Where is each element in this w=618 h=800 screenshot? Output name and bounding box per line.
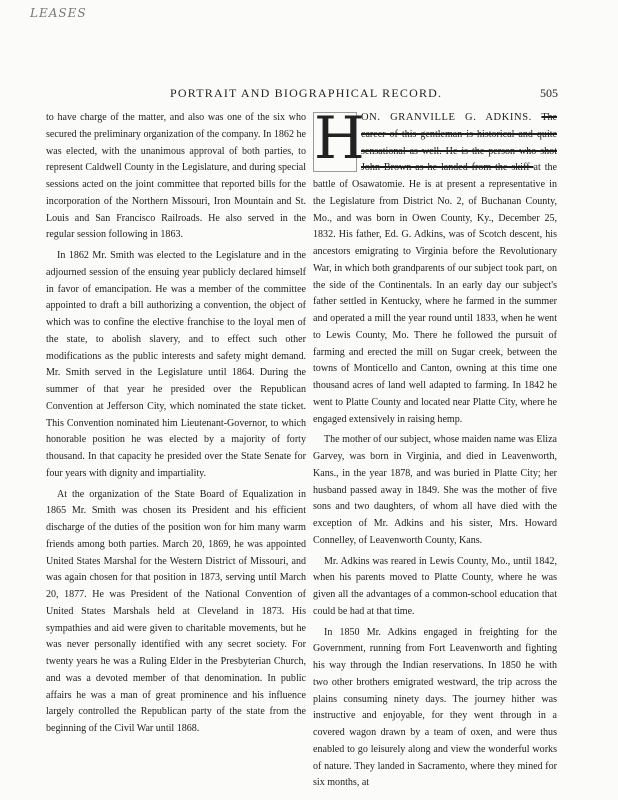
biography-intro	[313, 104, 557, 428]
left-paragraph-1: to have charge of the matter, and also was one of the six who secured the preliminary organization of the company. In 1862 he was elected, with the unanimous approval of both parties, to represent Caldwell County in the Legislature, and during special sessions acted on the joint committee that reported bills for the incorporation of the Northern Missouri, Iron Mountain and St. Louis and San Francisco Railroads. He also served in the regular session following in 1863.	[46, 112, 306, 241]
running-title: PORTRAIT AND BIOGRAPHICAL RECORD.	[170, 86, 443, 100]
biography-headline: ON. GRANVILLE G. ADKINS.	[361, 112, 542, 123]
struck-through-passage: The career of this gentleman is historical and quite sensational as well. He is the person who shot John Brown as he landed from the skiff	[361, 112, 557, 174]
archive-stamp: LEASES	[30, 6, 87, 20]
right-column	[313, 104, 557, 796]
left-column	[46, 110, 306, 742]
right-paragraph-3: In 1850 Mr. Adkins engaged in freighting for the Government, running from Fort Leavenworth and fighting his way through the Indian reservations. In 1850 he with two other brothers emigrated westward, the trip across the plains consuming ninety days. The journey hither was instructive and enjoyable, for they went through in a covered wagon drawn by a team of oxen, and were thus enabled to go leisurely along and view the wonderful works of nature. They landed in Sacramento, where they mined for six months, at	[313, 626, 557, 789]
left-paragraph-2: In 1862 Mr. Smith was elected to the Legislature and in the adjourned session of the ensuing year publicly declared himself in favor of emancipation. He was a member of the committee appointed to draft a bill authorizing a convention, the object of which was to confine the elective franchise to the loyal men of the state, to abolish slavery, and to effect such other modifications as the public interests and safety might demand. Mr. Smith served in the Legislature until 1864. During the summer of that year he presided over the Republican Convention at Jefferson City, which nominated the state ticket. This Convention nominated him Lieutenant-Governor, to which honorable position he was elected by a majority of forty thousand. In that capacity he presided over the State Senate for four years with dignity and impartiality.	[46, 250, 306, 479]
right-paragraph-2: Mr. Adkins was reared in Lewis County, Mo., until 1842, when his parents moved to Platte County, where he was given all the advantages of a common-school education that could be had at that time.	[313, 555, 557, 617]
drop-cap-letter: H	[314, 104, 365, 172]
right-paragraph-1: The mother of our subject, whose maiden name was Eliza Garvey, was born in Virginia, and died in Leavenworth, Kans., in the year 1878, and was buried in Platte City; her husband passed away in 1849. She was the mother of five sons and two daughters, of whom all have died with the exception of Mr. Adkins and his sister, Mrs. Howard Connelley, of Leavenworth County, Kans.	[313, 434, 557, 546]
running-head	[0, 86, 618, 102]
left-paragraph-3: At the organization of the State Board of Equalization in 1865 Mr. Smith was chosen its President and his efficient discharge of the duties of the position won for him many warm friends among both parties. March 20, 1869, he was appointed United States Marshal for the Western District of Missouri, and was again chosen for that position in 1873, serving until March 20, 1877. He was President of the National Convention of United States Marshals held at Cleveland in 1873. His sympathies and aid were given to charitable movements, but he was never personally identified with any secret society. For twenty years he was a Ruling Elder in the Presbyterian Church, and was a devoted member of that denomination. In public affairs he was a man of great prominence and his influence largely controlled the Republican party of the state from the beginning of the Civil War until 1868.	[46, 488, 306, 734]
intro-text: at the battle of Osawatomie. He is at present a representative in the Legislature from District No. 2, of Buchanan County, Mo., and was born in Owen County, Ky., December 25, 1832. His father, Ed. G. Adkins, was of Scotch descent, his ancestors emigrating to Virginia before the Revolutionary War, in which both grandparents of our subject took part, on the side of the Continentals. In an early day our subject's father settled in Kentucky, where he farmed in the summer and operated a mill the year round until 1833, when he went to Lewis County, Mo. There he followed the pursuit of farming and erected the mill on Sugar creek, between the towns of Monticello and Canton, owning at this time one thousand acres of land well adapted to farming. In 1842 he went to Platte County and located near Platte City, where he engaged extensively in raising hemp.	[313, 162, 557, 425]
page-number: 505	[540, 86, 558, 100]
